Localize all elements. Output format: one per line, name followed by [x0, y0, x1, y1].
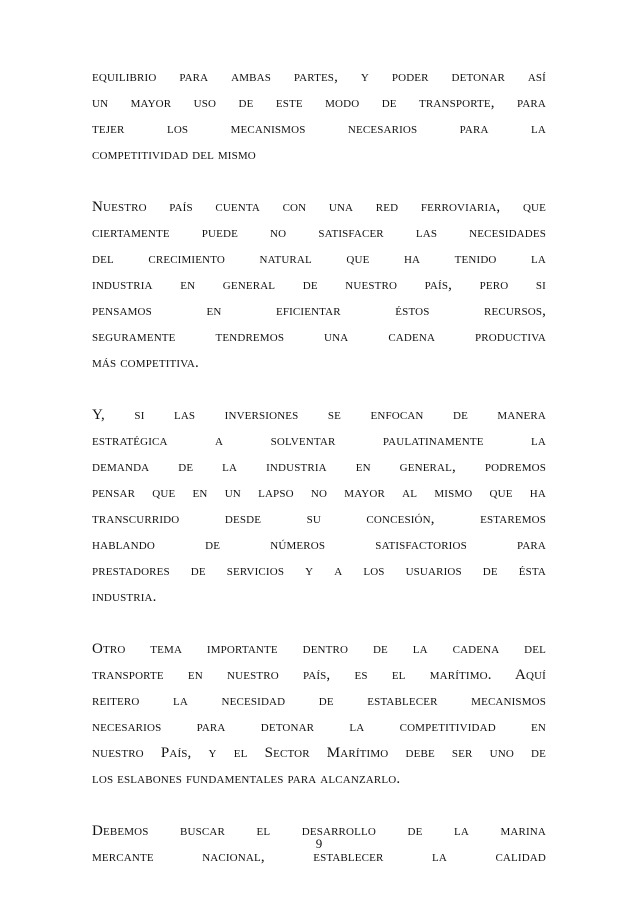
text-line: un mayor uso de este modo de transporte, para — [92, 95, 546, 111]
text-line: mercante nacional, establecer la calidad — [92, 849, 546, 865]
text-line: pensar que en un lapso no mayor al mismo que ha — [92, 485, 546, 501]
text-line: los eslabones fundamentales para alcanzarlo. — [92, 771, 401, 787]
text-line: industria en general de nuestro país, pero si — [92, 277, 546, 293]
text-line: demanda de la industria en general, podremos — [92, 459, 546, 475]
text-line: reitero la necesidad de establecer mecanismos — [92, 693, 546, 709]
text-line: competitividad del mismo — [92, 147, 256, 163]
text-line: ciertamente puede no satisfacer las necesidades — [92, 225, 546, 241]
text-line: Nuestro país cuenta con una red ferroviaria, que — [92, 199, 546, 215]
text-line: seguramente tendremos una cadena productiva — [92, 329, 546, 345]
text-line: hablando de números satisfactorios para — [92, 537, 546, 553]
paragraph-1 — [92, 64, 546, 168]
text-line: prestadores de servicios y a los usuarios de ésta — [92, 563, 546, 579]
text-line: necesarios para detonar la competitividad en — [92, 719, 546, 735]
text-line: nuestro País, y el Sector Marítimo debe ser uno de — [92, 745, 546, 761]
text-line: transcurrido desde su concesión, estaremos — [92, 511, 546, 527]
text-line: transporte en nuestro país, es el marítimo. Aquí — [92, 667, 546, 683]
text-line: pensamos en eficientar éstos recursos, — [92, 303, 546, 319]
text-line: Debemos buscar el desarrollo de la marina — [92, 823, 546, 839]
page-number: 9 — [315, 836, 323, 851]
text-line: estratégica a solventar paulatinamente la — [92, 433, 546, 449]
text-line: tejer los mecanismos necesarios para la — [92, 121, 546, 137]
text-line: industria. — [92, 589, 157, 605]
text-line: equilibrio para ambas partes, y poder detonar así — [92, 69, 546, 85]
text-line: Y, si las inversiones se enfocan de manera — [92, 407, 546, 423]
text-line: Otro tema importante dentro de la cadena del — [92, 641, 546, 657]
paragraph-2 — [92, 194, 546, 376]
text-line: más competitiva. — [92, 355, 199, 371]
body-text — [92, 64, 546, 870]
text-line: del crecimiento natural que ha tenido la — [92, 251, 546, 267]
paragraph-4 — [92, 636, 546, 792]
paragraph-3 — [92, 402, 546, 610]
